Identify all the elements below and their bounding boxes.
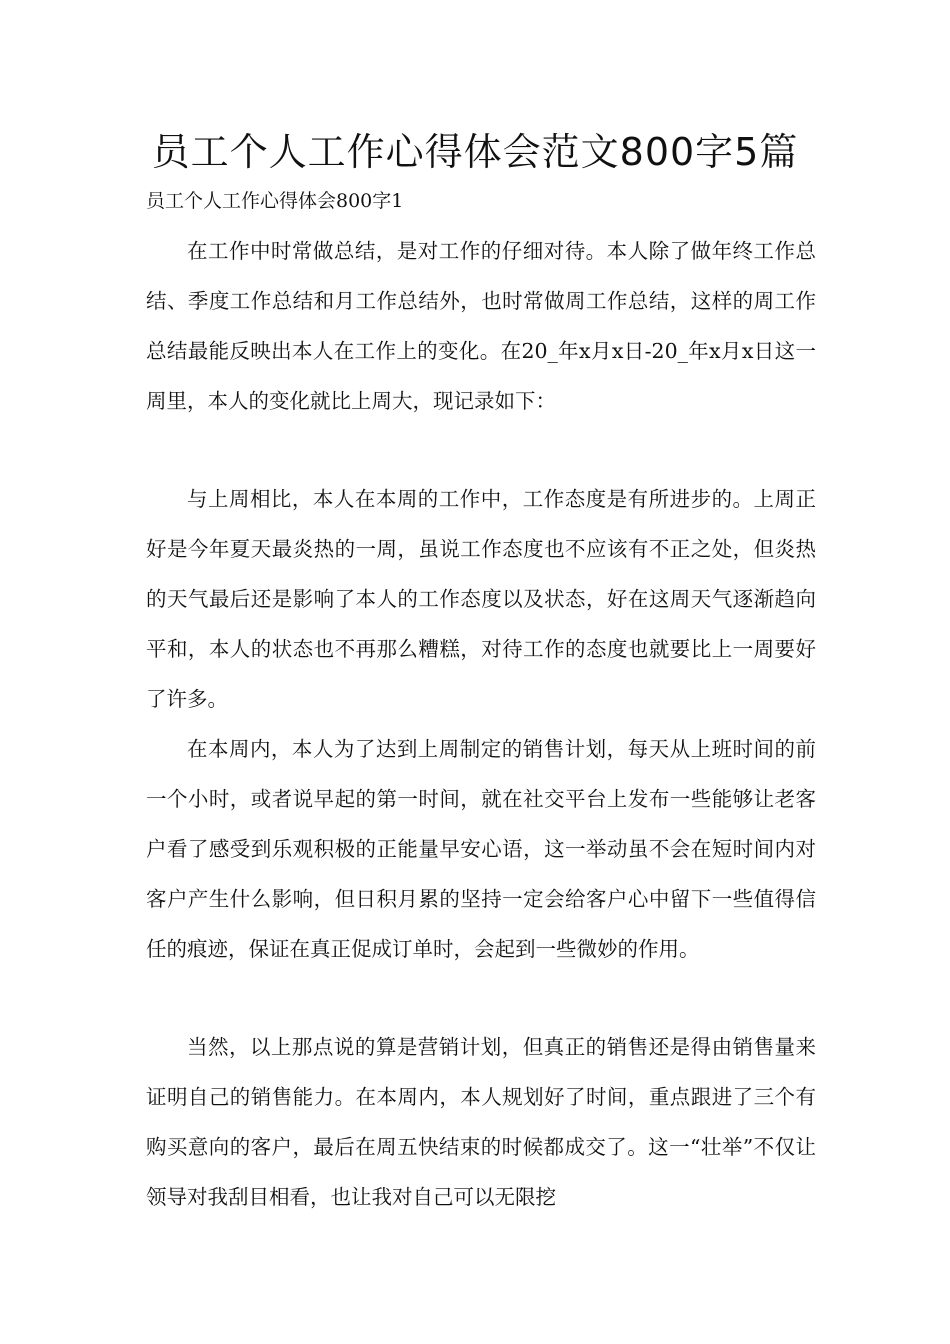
paragraph-2: 与上周相比，本人在本周的工作中，工作态度是有所进步的。上周正好是今年夏天最炎热的一周，虽说工作态度也不应该有不正之处，但炎热的天气最后还是影响了本人的工作态度以及状态，好在这周天气逐渐趋向平和，本人的状态也不再那么糟糕，对待工作的态度也就要比上一周要好了许多。 [146, 487, 816, 711]
paragraph-3: 在本周内，本人为了达到上周制定的销售计划，每天从上班时间的前一个小时，或者说早起的第一时间，就在社交平台上发布一些能够让老客户看了感受到乐观积极的正能量早安心语，这一举动虽不会在短时间内对客户产生什么影响，但日积月累的坚持一定会给客户心中留下一些值得信任的痕迹，保证在真正促成订单时，会起到一些微妙的作用。 [146, 737, 816, 961]
paragraph-4: 当然，以上那点说的算是营销计划，但真正的销售还是得由销售量来证明自己的销售能力。在本周内，本人规划好了时间，重点跟进了三个有购买意向的客户，最后在周五快结束的时候都成交了。这一“壮举”不仅让领导对我刮目相看，也让我对自己可以无限挖 [146, 1035, 816, 1209]
section-heading: 员工个人工作心得体会800字1 [146, 190, 404, 212]
document-title: 员工个人工作心得体会范文800字5篇 [151, 130, 799, 174]
paragraph-1: 在工作中时常做总结，是对工作的仔细对待。本人除了做年终工作总结、季度工作总结和月工作总结外，也时常做周工作总结，这样的周工作总结最能反映出本人在工作上的变化。在20_年x月x日-20_年x月x日这一周里，本人的变化就比上周大，现记录如下： [146, 239, 816, 413]
